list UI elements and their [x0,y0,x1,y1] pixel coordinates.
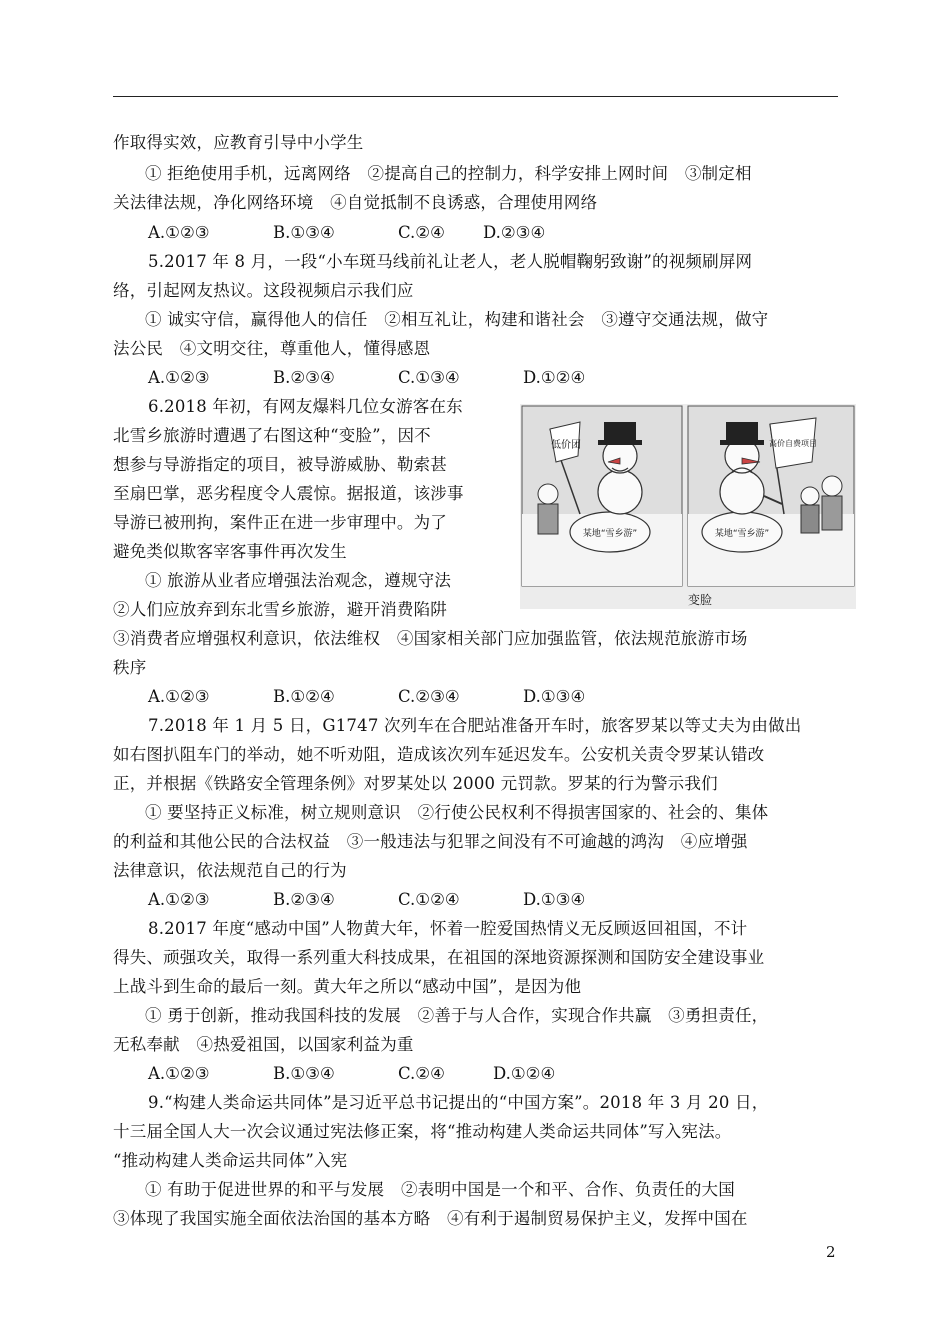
q7-stem-line: 如右图扒阻车门的举动，她不听劝阻，造成该次列车延迟发车。公安机关责令罗某认错改 [113,745,765,764]
q6-stem-line: 导游已被刑拘，案件正在进一步审理中。为了 [113,513,447,532]
tourist-right-body-2 [801,505,819,533]
q8-stem-line: 8.2017 年度“感动中国”人物黄大年，怀着一腔爱国热情义无反顾返回祖国，不计 [148,919,748,938]
q5-option-d: D.①②④ [523,368,586,387]
q8-option-b: B.①③④ [273,1064,335,1083]
q6-choices-line: ① 旅游从业者应增强法治观念，遵规守法 [145,571,452,590]
q5-stem-line: 5.2017 年 8 月，一段“小车斑马线前礼让老人，老人脱帽鞠躬致谢”的视频刷屏网 [148,252,753,271]
cartoon-caption: 变脸 [687,593,713,607]
q8-option-d: D.①②④ [493,1064,556,1083]
tourist-left-head [538,484,558,504]
q6-option-c: C.②③④ [398,687,460,706]
q5-option-c: C.①③④ [398,368,460,387]
q8-choices-line: 无私奉献 ④热爱祖国，以国家利益为重 [113,1035,414,1054]
q9-stem-line: “推动构建人类命运共同体”入宪 [113,1151,348,1170]
q6-choices-line: ②人们应放弃到东北雪乡旅游，避开消费陷阱 [113,600,447,619]
q6-stem-line: 北雪乡旅游时遭遇了右图这种“变脸”，因不 [113,426,431,445]
q5-stem-line: 络，引起网友热议。这段视频启示我们应 [113,281,414,300]
tourist-right-head-2 [801,487,819,505]
tourist-left-body [538,504,558,534]
q6-option-d: D.①③④ [523,687,586,706]
q4-choices-line: ① 拒绝使用手机，远离网络 ②提高自己的控制力，科学安排上网时间 ③制定相 [145,164,752,183]
q6-stem-line: 避免类似欺客宰客事件再次发生 [113,542,347,561]
q9-choices-line: ③体现了我国实施全面依法治国的基本方略 ④有利于遏制贸易保护主义，发挥中国在 [113,1209,748,1228]
q8-option-c: C.②④ [398,1064,445,1083]
q9-stem-line: 十三届全国人大一次会议通过宪法修正案，将“推动构建人类命运共同体”写入宪法。 [113,1122,732,1141]
q4-option-b: B.①③④ [273,223,335,242]
snowman-left-body [598,470,642,514]
q4-option-a: A.①②③ [148,223,210,242]
q5-option-b: B.②③④ [273,368,335,387]
q4-option-d: D.②③④ [483,223,546,242]
q9-stem-line: 9.“构建人类命运共同体”是习近平总书记提出的“中国方案”。2018 年 3 月 20 日， [148,1093,769,1112]
q8-stem-line: 得失、顽强攻关，取得一系列重大科技成果，在祖国的深地资源探测和国防安全建设事业 [113,948,765,967]
header-rule [113,96,838,97]
q7-option-d: D.①③④ [523,890,586,909]
q6-stem-line: 至扇巴掌，恶劣程度令人震惊。据报道，该涉事 [113,484,464,503]
q7-choices-line: 法律意识，依法规范自己的行为 [113,861,347,880]
q7-stem-line: 正，并根据《铁路安全管理条例》对罗某处以 2000 元罚款。罗某的行为警示我们 [113,774,718,793]
q7-option-a: A.①②③ [148,890,210,909]
snowman-right-hat [726,422,758,442]
snowman-left-hat [604,422,636,442]
q4-stem-line: 作取得实效，应教育引导中小学生 [113,133,364,152]
left-flag-text: 低价团 [551,440,581,451]
right-base-label: 某地“雪乡游” [714,529,770,539]
q8-choices-line: ① 勇于创新，推动我国科技的发展 ②善于与人合作，实现合作共赢 ③勇担责任， [145,1006,769,1025]
q4-option-c: C.②④ [398,223,445,242]
q7-stem-line: 7.2018 年 1 月 5 日，G1747 次列车在合肥站准备开车时，旅客罗某以等丈夫为由做出 [148,716,802,735]
tourist-right-body [822,496,842,530]
q6-choices-line: ③消费者应增强权利意识，依法维权 ④国家相关部门应加强监管，依法规范旅游市场 [113,629,748,648]
q6-stem-line: 想参与导游指定的项目，被导游威胁、勒索甚 [113,455,447,474]
q8-stem-line: 上战斗到生命的最后一刻。黄大年之所以“感动中国”，是因为他 [113,977,582,996]
q5-choices-line: 法公民 ④文明交往，尊重他人，懂得感恩 [113,339,431,358]
page-number: 2 [826,1243,836,1261]
snowman-right-body [720,470,764,514]
q8-option-a: A.①②③ [148,1064,210,1083]
bianlian-cartoon [520,404,856,609]
q7-option-c: C.①②④ [398,890,460,909]
q9-choices-line: ① 有助于促进世界的和平与发展 ②表明中国是一个和平、合作、负责任的大国 [145,1180,735,1199]
q6-choices-line: 秩序 [113,658,147,677]
q6-stem-line: 6.2018 年初，有网友爆料几位女游客在东 [148,397,463,416]
q6-option-b: B.①②④ [273,687,335,706]
q7-option-b: B.②③④ [273,890,335,909]
left-base-label: 某地“雪乡游” [582,529,638,539]
q7-choices-line: 的利益和其他公民的合法权益 ③一般违法与犯罪之间没有不可逾越的鸿沟 ④应增强 [113,832,748,851]
q5-option-a: A.①②③ [148,368,210,387]
right-flag-text: 高价自费项目 [769,439,817,448]
tourist-right-head [822,476,842,496]
q4-choices-line: 关法律法规，净化网络环境 ④自觉抵制不良诱惑，合理使用网络 [113,193,598,212]
q5-choices-line: ① 诚实守信，赢得他人的信任 ②相互礼让，构建和谐社会 ③遵守交通法规，做守 [145,310,769,329]
q6-option-a: A.①②③ [148,687,210,706]
q7-choices-line: ① 要坚持正义标准，树立规则意识 ②行使公民权利不得损害国家的、社会的、集体 [145,803,769,822]
